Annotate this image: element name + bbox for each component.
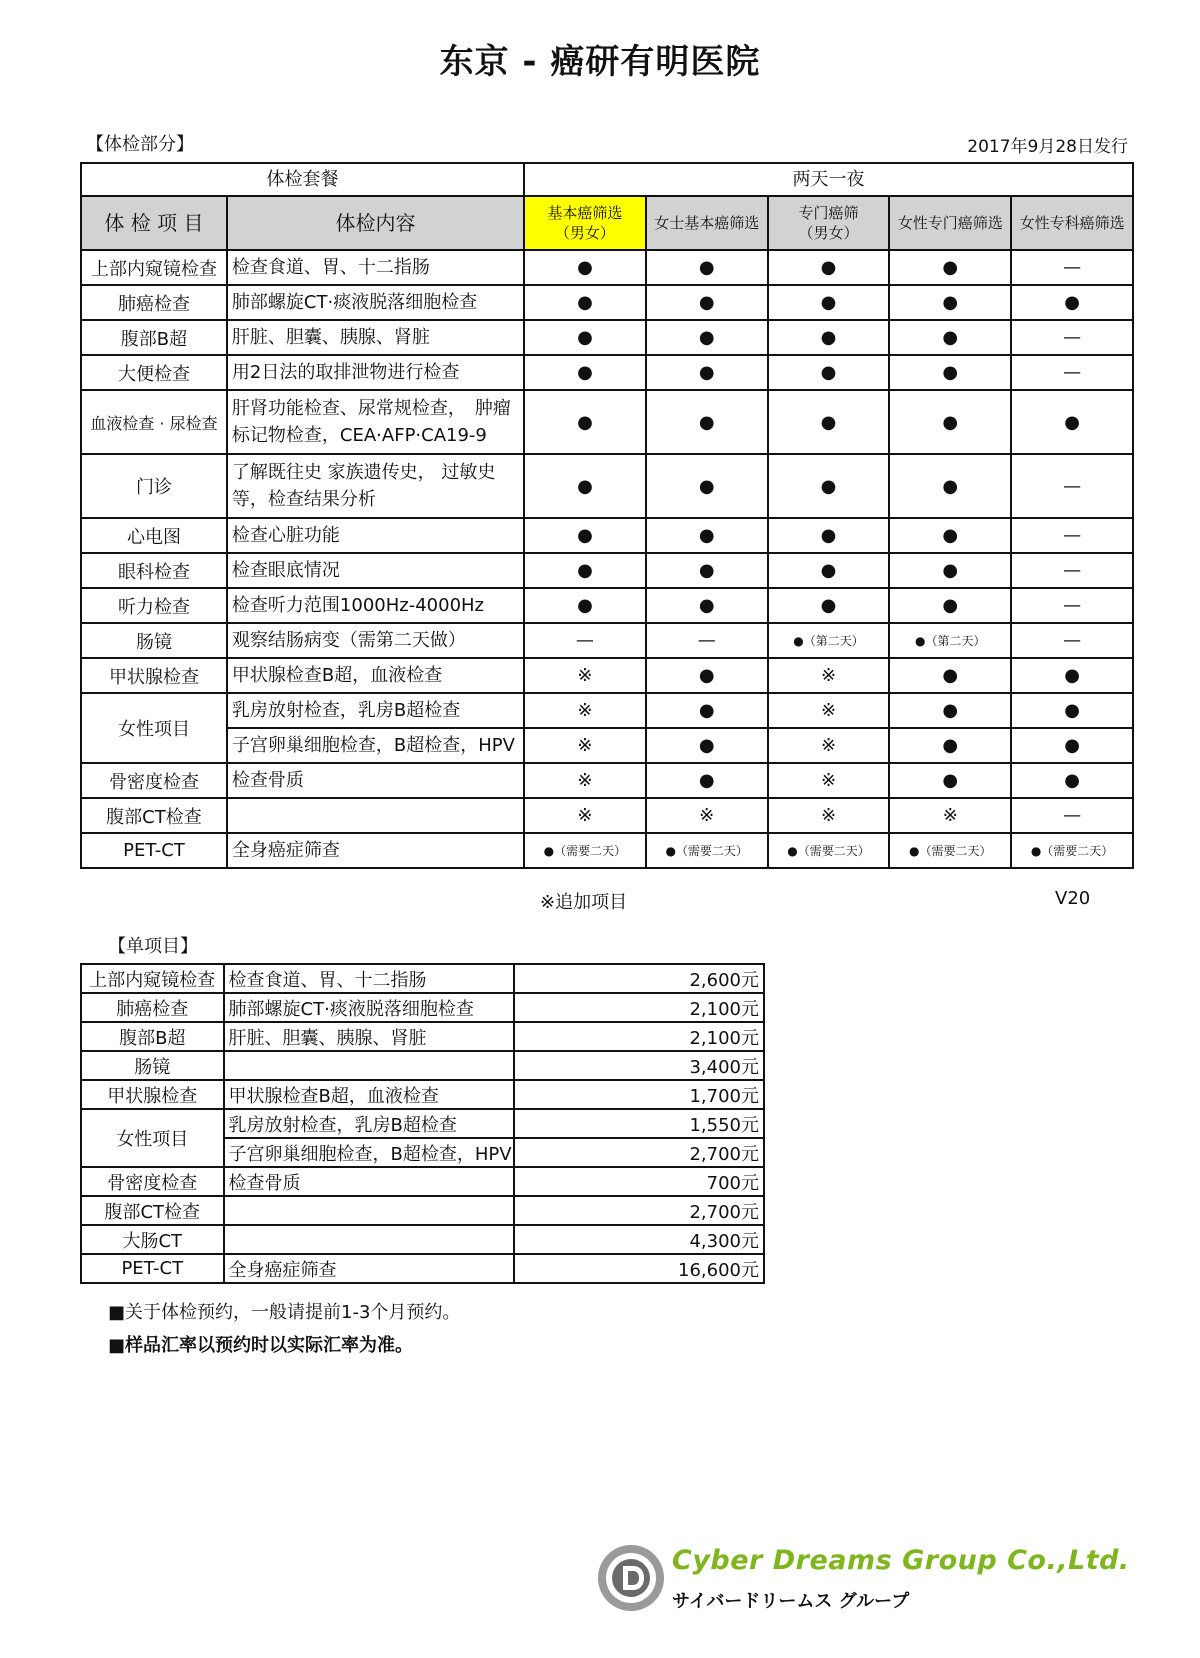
table-row: [81, 693, 1133, 728]
plan-mark: ●: [768, 454, 890, 518]
row-content: 观察结肠病变（需第二天做）: [227, 623, 524, 658]
plan-mark: ●: [524, 454, 646, 518]
plan-mark: ※: [524, 763, 646, 798]
row-item: 大肠CT: [81, 1225, 224, 1254]
row-content: 了解既往史 家族遗传史， 过敏史 等，检查结果分析: [227, 454, 524, 518]
plan-mark: —: [1011, 518, 1133, 553]
row-item: PET-CT: [81, 833, 227, 868]
plan-mark: ※: [768, 693, 890, 728]
table-row: [81, 553, 1133, 588]
row-content: [224, 1196, 514, 1225]
company-name-en: Cyber Dreams Group Co.,Ltd.: [672, 1545, 1130, 1576]
plan-mark: ●（需要二天）: [646, 833, 768, 868]
table-row: [81, 1167, 764, 1196]
plan-mark: ●: [889, 454, 1011, 518]
row-item: 心电图: [81, 518, 227, 553]
row-item: 甲状腺检查: [81, 658, 227, 693]
plan-mark: ●: [889, 355, 1011, 390]
row-content: 检查食道、胃、十二指肠: [224, 964, 514, 993]
plan-mark: —: [1011, 355, 1133, 390]
exchange-rate-note: ■样品汇率以预约时以实际汇率为准。: [108, 1335, 414, 1356]
plan-mark: —: [1011, 588, 1133, 623]
table-row: [81, 728, 1133, 763]
row-item: 甲状腺检查: [81, 1080, 224, 1109]
plan-mark: ●: [768, 518, 890, 553]
plan-mark: ●（需要二天）: [524, 833, 646, 868]
plan-mark: —: [1011, 454, 1133, 518]
row-item: 上部内窥镜检查: [81, 964, 224, 993]
plan-mark: ●: [524, 390, 646, 454]
company-logo: [596, 1543, 1130, 1623]
plan-header-women-special: 女性专门癌筛选: [889, 196, 1011, 250]
row-item: 门诊: [81, 454, 227, 518]
column-header-item: 体 检 项 目: [81, 196, 227, 250]
table-row: [81, 658, 1133, 693]
table-row: [81, 1109, 764, 1138]
plan-mark: ●: [524, 355, 646, 390]
plan-mark: ●: [646, 320, 768, 355]
plan-mark: ●: [768, 355, 890, 390]
plan-mark: —: [646, 623, 768, 658]
plan-mark: ●（第二天）: [768, 623, 890, 658]
plan-mark: ●: [646, 250, 768, 285]
plan-mark: ●: [889, 390, 1011, 454]
table-row: [81, 623, 1133, 658]
row-item: 上部内窥镜检查: [81, 250, 227, 285]
plan-mark: ●: [889, 285, 1011, 320]
plan-mark: ●: [646, 728, 768, 763]
plan-mark: —: [1011, 250, 1133, 285]
table-row: [81, 1196, 764, 1225]
table-row: [81, 993, 764, 1022]
row-price: 3,400元: [514, 1051, 764, 1080]
row-content: 检查食道、胃、十二指肠: [227, 250, 524, 285]
row-content: 检查骨质: [224, 1167, 514, 1196]
plan-mark: ●: [889, 553, 1011, 588]
plan-mark: —: [1011, 623, 1133, 658]
plan-mark: ●: [768, 250, 890, 285]
plan-mark: ●: [768, 285, 890, 320]
plan-mark: ※: [524, 728, 646, 763]
plan-mark: ●: [1011, 728, 1133, 763]
table-row: [81, 454, 1133, 518]
row-price: 2,700元: [514, 1196, 764, 1225]
plan-header-basic: 基本癌筛选 （男女）: [524, 196, 646, 250]
plan-header-women-basic: 女士基本癌筛选: [646, 196, 768, 250]
row-content: [227, 798, 524, 833]
table-row: [81, 250, 1133, 285]
plan-mark: ●: [889, 250, 1011, 285]
row-content: 肺部螺旋CT·痰液脱落细胞检查: [224, 993, 514, 1022]
plan-mark: ●: [646, 355, 768, 390]
row-item: 腹部CT检查: [81, 1196, 224, 1225]
plan-mark: ●: [1011, 693, 1133, 728]
row-item: 女性项目: [81, 693, 227, 763]
row-price: 1,700元: [514, 1080, 764, 1109]
issue-date: 2017年9月28日发行: [967, 137, 1128, 157]
plan-mark: ●: [768, 553, 890, 588]
plan-mark: ●: [646, 588, 768, 623]
additional-item-note: ※追加项目: [540, 892, 628, 913]
plan-mark: ※: [889, 798, 1011, 833]
plan-mark: ※: [768, 728, 890, 763]
plan-mark: —: [524, 623, 646, 658]
row-item: 骨密度检查: [81, 763, 227, 798]
row-price: 2,100元: [514, 1022, 764, 1051]
booking-note: ■关于体检预约，一般请提前1-3个月预约。: [108, 1302, 461, 1323]
plan-mark: ●: [1011, 763, 1133, 798]
row-item: 腹部B超: [81, 1022, 224, 1051]
table-row: [81, 1225, 764, 1254]
plan-mark: —: [1011, 553, 1133, 588]
plan-mark: ●: [524, 250, 646, 285]
plan-header-special: 专门癌筛 （男女）: [768, 196, 890, 250]
row-content: 全身癌症筛查: [227, 833, 524, 868]
row-item: 大便检查: [81, 355, 227, 390]
plan-mark: ●: [646, 454, 768, 518]
plan-mark: ●: [768, 320, 890, 355]
plan-mark: ●: [889, 728, 1011, 763]
plan-mark: ※: [646, 798, 768, 833]
plan-header-women-specialist: 女性专科癌筛选: [1011, 196, 1133, 250]
row-price: 2,600元: [514, 964, 764, 993]
row-price: 16,600元: [514, 1254, 764, 1283]
row-content: 甲状腺检查B超，血液检查: [227, 658, 524, 693]
plan-mark: ●: [1011, 658, 1133, 693]
plan-mark: ●: [524, 518, 646, 553]
plan-mark: ●: [646, 390, 768, 454]
plan-mark: ●: [524, 285, 646, 320]
row-content: 全身癌症筛查: [224, 1254, 514, 1283]
table-row: [81, 518, 1133, 553]
plan-mark: ※: [524, 658, 646, 693]
row-price: 2,700元: [514, 1138, 764, 1167]
plan-mark: —: [1011, 320, 1133, 355]
row-item: 眼科检查: [81, 553, 227, 588]
row-item: 肺癌检查: [81, 993, 224, 1022]
row-content: 检查听力范围1000Hz-4000Hz: [227, 588, 524, 623]
plan-mark: ●: [646, 658, 768, 693]
plan-mark: ●: [524, 588, 646, 623]
plan-mark: ●: [646, 518, 768, 553]
table-row: [81, 1051, 764, 1080]
row-item: 女性项目: [81, 1109, 224, 1167]
plan-mark: ●: [889, 588, 1011, 623]
table-row: [81, 798, 1133, 833]
table-row: [81, 833, 1133, 868]
row-content: [224, 1051, 514, 1080]
row-content: 子宫卵巢细胞检查，B超检查，HPV: [224, 1138, 514, 1167]
plan-mark: ●: [889, 658, 1011, 693]
row-price: 2,100元: [514, 993, 764, 1022]
plan-mark: ●: [524, 320, 646, 355]
stay-header: 两天一夜: [524, 163, 1133, 196]
plan-mark: ※: [524, 693, 646, 728]
row-item: 腹部B超: [81, 320, 227, 355]
plan-mark: ●: [1011, 390, 1133, 454]
plan-mark: ●（需要二天）: [1011, 833, 1133, 868]
row-content: 乳房放射检查，乳房B超检查: [227, 693, 524, 728]
row-content: 肝脏、胆囊、胰腺、肾脏: [227, 320, 524, 355]
row-item: 血液检查 · 尿检查: [81, 390, 227, 454]
column-header-content: 体检内容: [227, 196, 524, 250]
plan-mark: ●（需要二天）: [889, 833, 1011, 868]
plan-mark: ●: [768, 588, 890, 623]
row-content: [224, 1225, 514, 1254]
table-row: [81, 588, 1133, 623]
company-logo-icon: [596, 1543, 666, 1613]
plan-mark: ●: [889, 320, 1011, 355]
plan-mark: —: [1011, 798, 1133, 833]
plan-mark: ●: [768, 390, 890, 454]
table-row: [81, 1254, 764, 1283]
row-content: 肺部螺旋CT·痰液脱落细胞检查: [227, 285, 524, 320]
row-content: 肝肾功能检查、尿常规检查， 肿瘤 标记物检查，CEA·AFP·CA19-9: [227, 390, 524, 454]
row-item: 听力检查: [81, 588, 227, 623]
row-item: 腹部CT检查: [81, 798, 227, 833]
table-row: [81, 285, 1133, 320]
plan-mark: ●: [1011, 285, 1133, 320]
plan-mark: ●: [524, 553, 646, 588]
row-content: 用2日法的取排泄物进行检查: [227, 355, 524, 390]
plan-mark: ※: [524, 798, 646, 833]
table-row: [81, 1080, 764, 1109]
table-row: [81, 964, 764, 993]
row-item: 骨密度检查: [81, 1167, 224, 1196]
plan-mark: ●: [646, 553, 768, 588]
row-content: 甲状腺检查B超，血液检查: [224, 1080, 514, 1109]
table-row: [81, 355, 1133, 390]
row-item: 肠镜: [81, 1051, 224, 1080]
table-row: [81, 320, 1133, 355]
plan-mark: ※: [768, 798, 890, 833]
row-price: 700元: [514, 1167, 764, 1196]
plan-mark: ※: [768, 658, 890, 693]
plan-mark: ●: [889, 763, 1011, 798]
row-content: 子宫卵巢细胞检查，B超检查，HPV: [227, 728, 524, 763]
plan-mark: ●（需要二天）: [768, 833, 890, 868]
page-title: 东京 - 癌研有明医院: [439, 42, 761, 82]
single-item-price-table: [80, 963, 765, 1284]
row-content: 乳房放射检查，乳房B超检查: [224, 1109, 514, 1138]
plan-mark: ●（第二天）: [889, 623, 1011, 658]
row-item: 肠镜: [81, 623, 227, 658]
plan-mark: ●: [646, 285, 768, 320]
plan-mark: ●: [889, 518, 1011, 553]
row-item: PET-CT: [81, 1254, 224, 1283]
row-content: 检查骨质: [227, 763, 524, 798]
single-section-label: 【单项目】: [108, 936, 198, 957]
row-price: 4,300元: [514, 1225, 764, 1254]
row-content: 肝脏、胆囊、胰腺、肾脏: [224, 1022, 514, 1051]
plan-mark: ●: [646, 763, 768, 798]
row-content: 检查眼底情况: [227, 553, 524, 588]
company-name-jp: サイバードリームス グループ: [672, 1591, 910, 1612]
table-row: [81, 763, 1133, 798]
plan-mark: ●: [646, 693, 768, 728]
row-price: 1,550元: [514, 1109, 764, 1138]
version-label: V20: [1055, 888, 1091, 909]
exam-section-label: 【体检部分】: [86, 134, 194, 155]
table-row: [81, 390, 1133, 454]
package-header: 体检套餐: [81, 163, 524, 196]
table-row: [81, 1022, 764, 1051]
exam-package-table: [80, 162, 1134, 869]
plan-mark: ●: [889, 693, 1011, 728]
plan-mark: ※: [768, 763, 890, 798]
row-item: 肺癌检查: [81, 285, 227, 320]
row-content: 检查心脏功能: [227, 518, 524, 553]
